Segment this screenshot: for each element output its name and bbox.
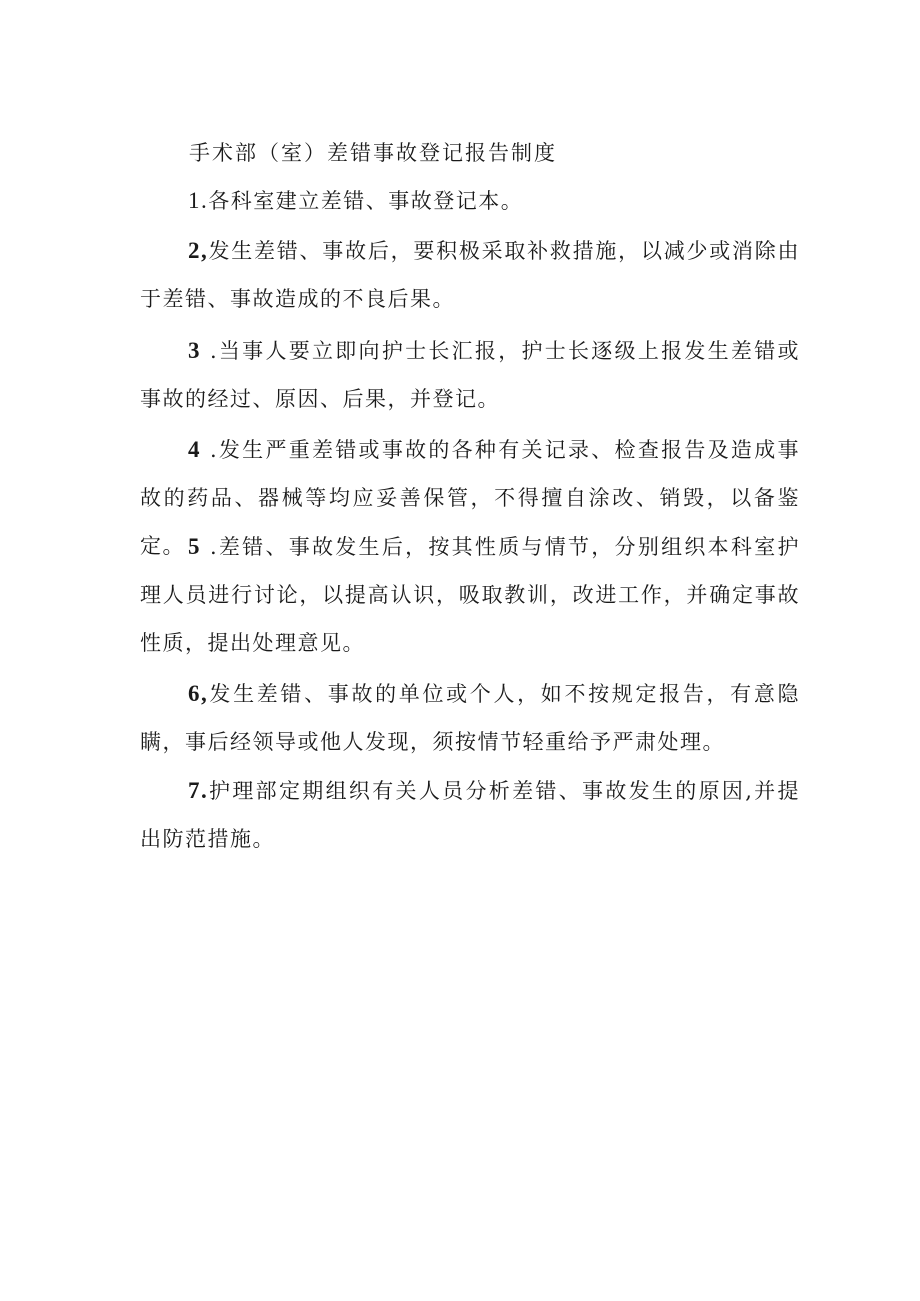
- item-text: .发生严重差错或事故的各种有关记录、检查报告及造成事故的药品、器械等均应妥善保管，不得擅自涂改、销毁，以备鉴定。: [140, 438, 800, 558]
- item-text: 各科室建立差错、事故登记本。: [208, 189, 524, 213]
- item-number: 7.: [188, 778, 209, 803]
- list-item: [140, 227, 800, 323]
- list-item: [140, 767, 800, 863]
- list-item: [140, 327, 800, 423]
- item-number: 2,: [188, 238, 209, 263]
- item-number: 6,: [188, 681, 209, 706]
- item-text: .差错、事故发生后，按其性质与情节，分别组织本科室护理人员进行讨论，以提高认识，吸取教训，改进工作，并确定事故性质，提出处理意见。: [140, 535, 800, 655]
- item-text: 护理部定期组织有关人员分析差错、事故发生的原因,并提出防范措施。: [140, 779, 800, 851]
- item-number: 4: [188, 437, 201, 462]
- list-item: [140, 177, 800, 225]
- list-item: [140, 523, 800, 667]
- list-item: [140, 670, 800, 766]
- item-number: 1.: [188, 188, 209, 213]
- item-number: 5: [188, 534, 201, 559]
- item-text: 发生差错、事故后，要积极采取补救措施，以减少或消除由于差错、事故造成的不良后果。: [140, 239, 800, 311]
- document-title: 手术部（室）差错事故登记报告制度: [189, 141, 557, 165]
- item-text: .当事人要立即向护士长汇报，护士长逐级上报发生差错或事故的经过、原因、后果，并登记。: [140, 339, 800, 411]
- item-number: 3: [188, 338, 201, 363]
- item-text: 发生差错、事故的单位或个人，如不按规定报告，有意隐瞒，事后经领导或他人发现，须按情节轻重给予严肃处理。: [140, 682, 800, 754]
